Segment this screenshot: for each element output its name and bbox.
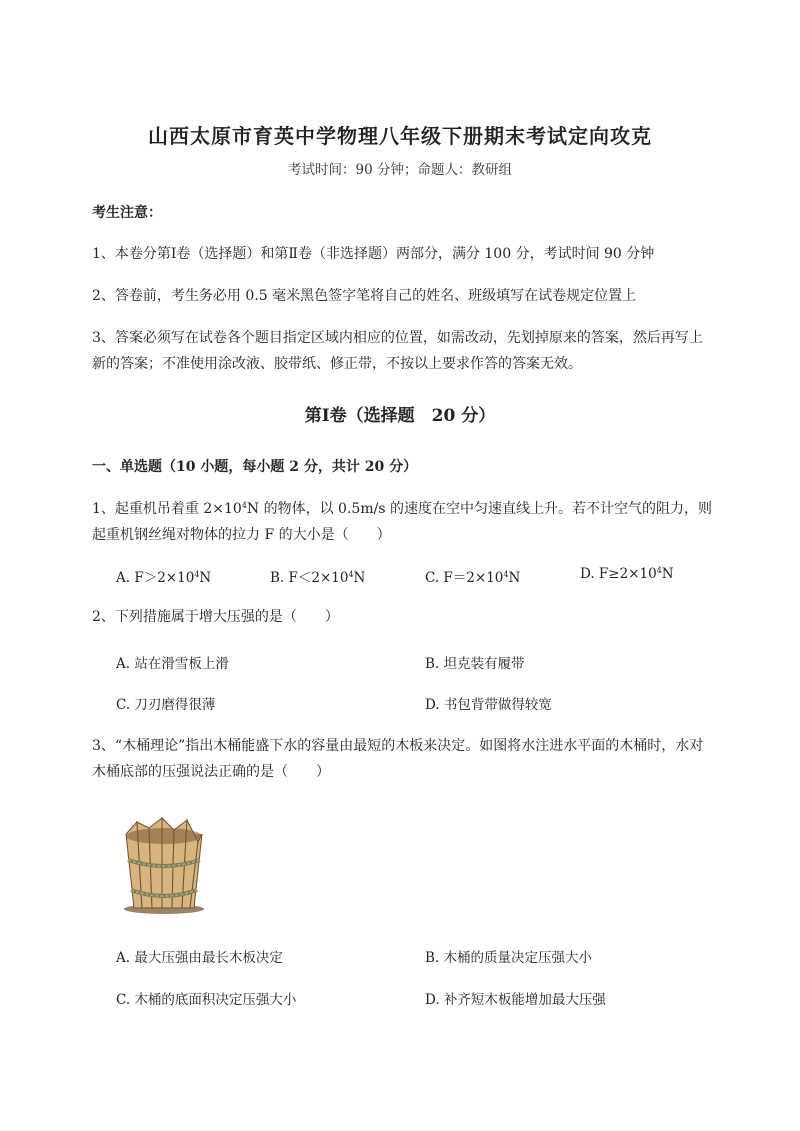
question-2-option-b[interactable]: B. 坦克装有履带 (425, 656, 525, 672)
question-2-stem: 2、下列措施属于增大压强的是（ ） (92, 609, 339, 625)
question-3-option-b[interactable]: B. 木桶的质量决定压强大小 (425, 950, 593, 966)
question-1-option-b[interactable]: B. $F<2\times 10^4N$ (270, 570, 366, 586)
question-3-option-d[interactable]: D. 补齐短木板能增加最大压强 (425, 992, 606, 1008)
question-1-option-a[interactable]: A. $F>2\times 10^4N$ (116, 570, 212, 586)
question-1-stem: 1、起重机吊着重 $2\times 10^4N$ 的物体，以 0.5m/s 的速度在空中匀速直线上升。若不计空气的阻力，则起重机钢丝绳对物体的拉力 F 的大小是（ ） (92, 501, 712, 543)
question-1-option-d[interactable]: D. $F\ge 2\times 10^4N$ (580, 566, 674, 582)
notice-item-3: 3、答案必须写在试卷各个题目指定区域内相应的位置，如需改动，先划掉原来的答案，然后再写上新的答案；不准使用涂改液、胶带纸、修正带，不按以上要求作答的答案无效。 (92, 330, 703, 372)
section-title: 第Ⅰ卷（选择题 20 分） (304, 406, 496, 426)
question-3-option-a[interactable]: A. 最大压强由最长木板决定 (116, 950, 283, 966)
exam-subtitle: 考试时间：90 分钟；命题人：教研组 (288, 162, 512, 178)
question-3-option-c[interactable]: C. 木桶的底面积决定压强大小 (116, 992, 297, 1008)
question-3-stem: 3、“木桶理论”指出木桶能盛下水的容量由最短的木板来决定。如图将水注进水平面的木桶时，水对木桶底部的压强说法正确的是（ ） (92, 738, 704, 780)
exam-title: 山西太原市育英中学物理八年级下册期末考试定向攻克 (148, 124, 652, 148)
notice-heading: 考生注意： (92, 205, 162, 221)
wooden-bucket-illustration (112, 812, 216, 916)
notice-item-1: 1、本卷分第Ⅰ卷（选择题）和第Ⅱ卷（非选择题）两部分，满分 100 分，考试时间 90 分钟 (92, 246, 655, 262)
question-group-heading: 一、单选题（10 小题，每小题 2 分，共计 20 分） (92, 459, 418, 475)
question-2-option-d[interactable]: D. 书包背带做得较宽 (425, 697, 552, 713)
question-2-option-c[interactable]: C. 刀刃磨得很薄 (116, 697, 216, 713)
notice-item-2: 2、答卷前，考生务必用 0.5 毫米黑色签字笔将自己的姓名、班级填写在试卷规定位置上 (92, 288, 637, 304)
question-2-option-a[interactable]: A. 站在滑雪板上滑 (116, 656, 229, 672)
question-1-option-c[interactable]: C. $F=2\times 10^4N$ (425, 570, 521, 586)
